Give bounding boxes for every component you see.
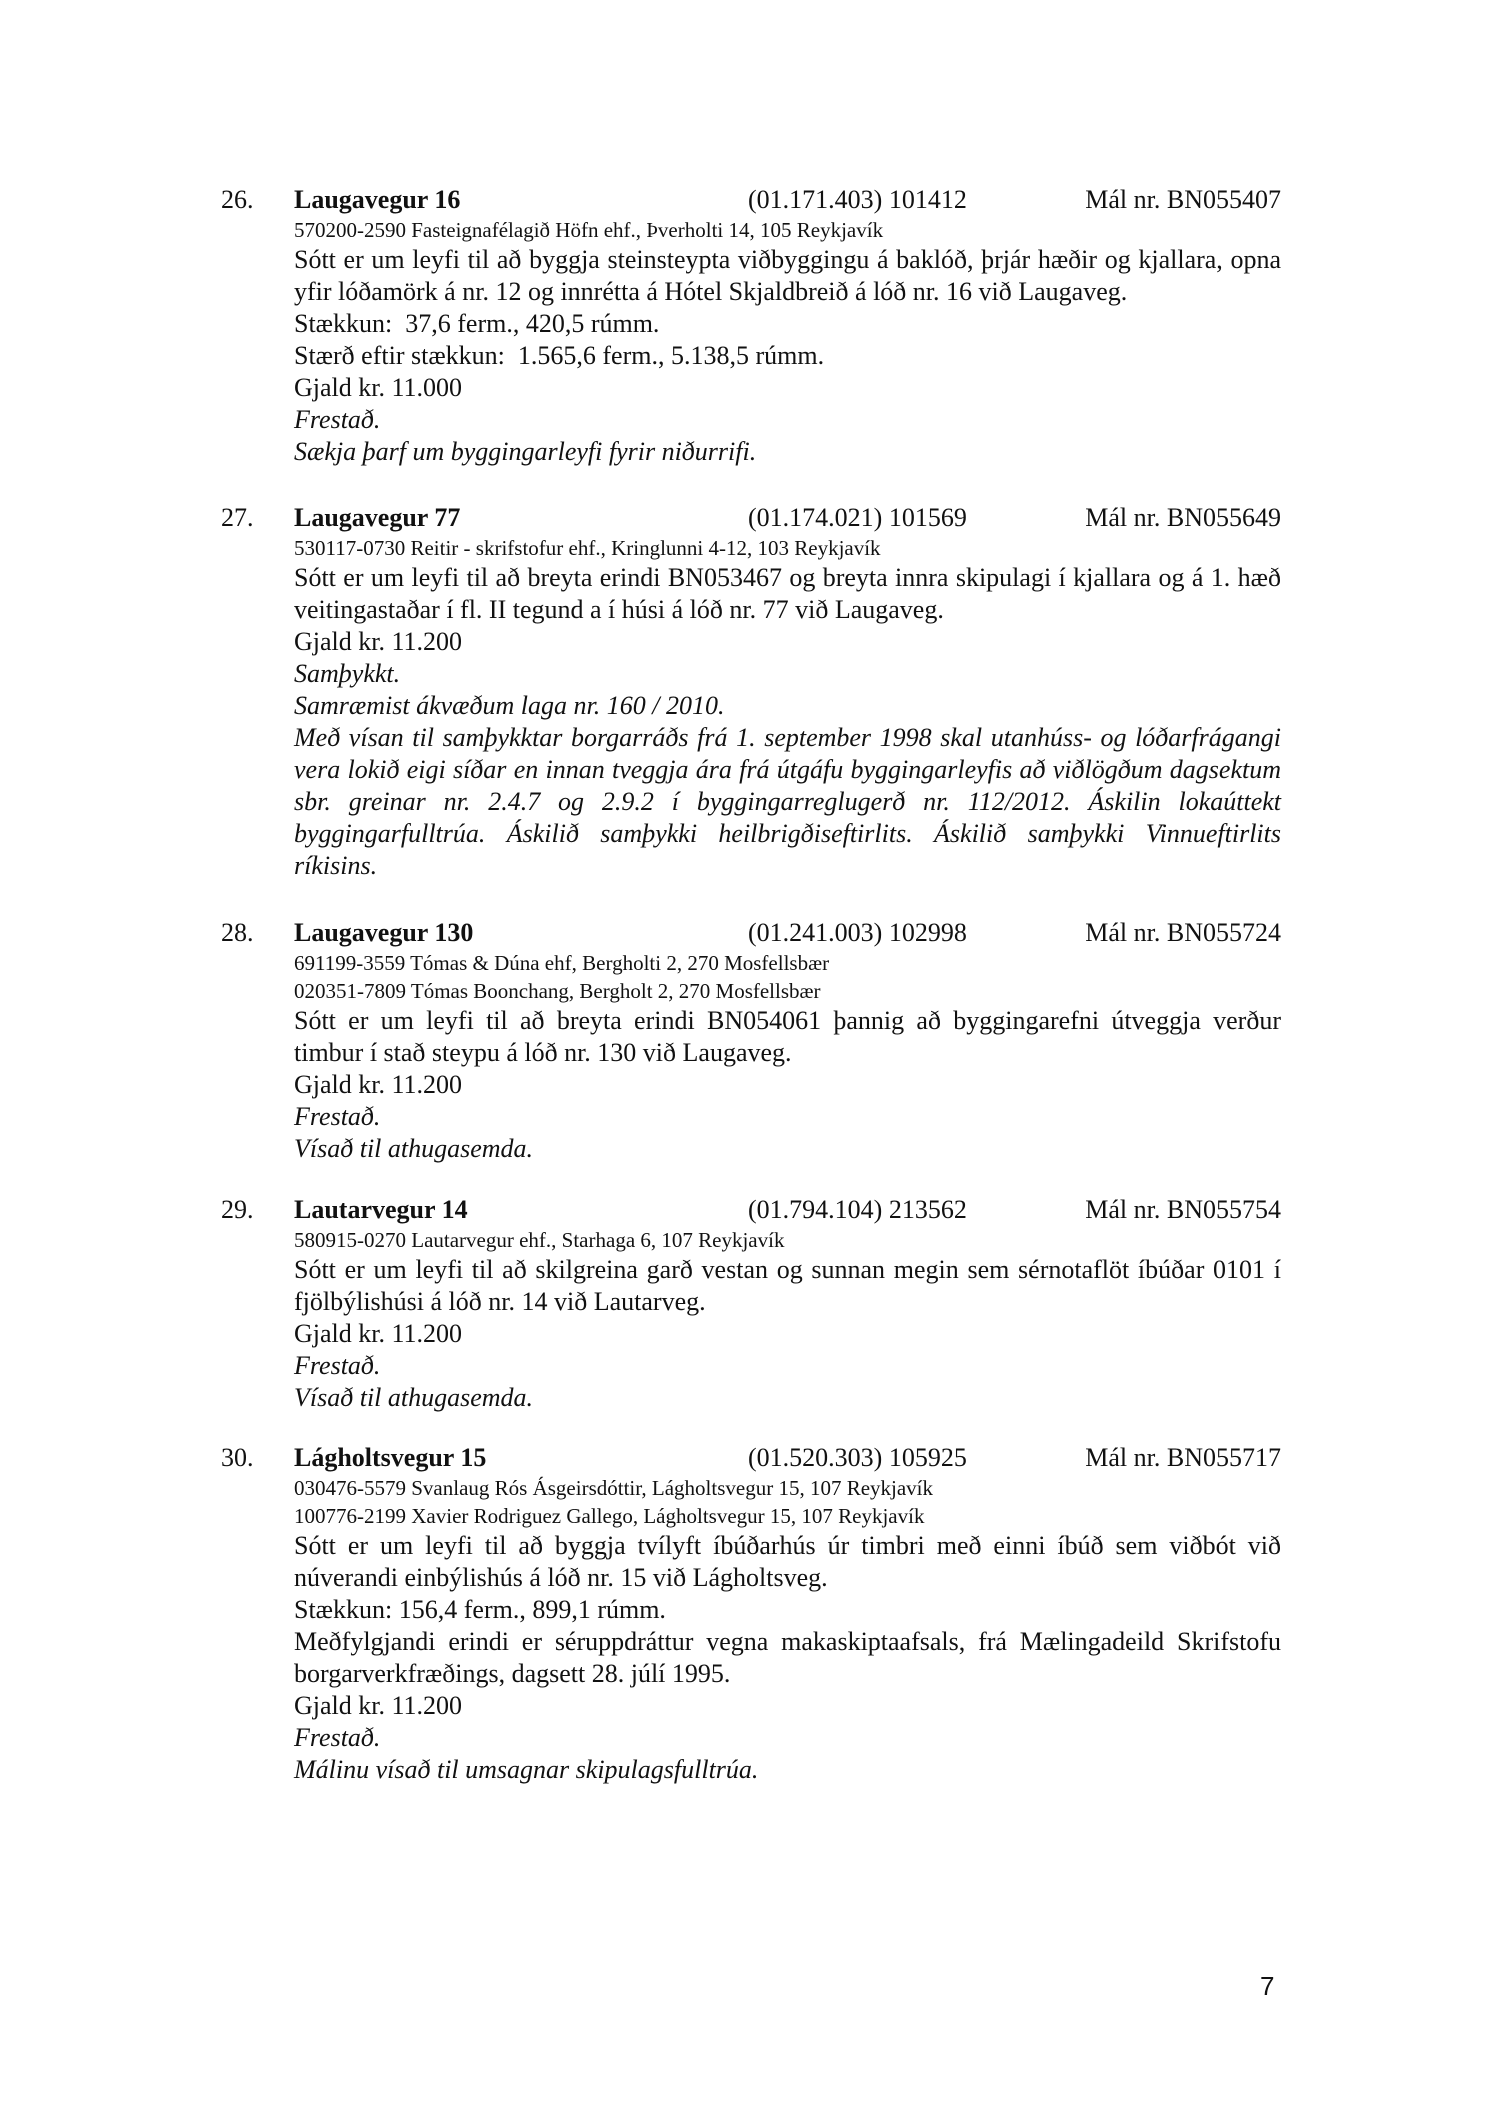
case-id: Mál nr. BN055717 — [1085, 1443, 1281, 1472]
case-item-30 — [221, 1442, 1281, 1786]
case-stat: Stækkun: 37,6 ferm., 420,5 rúmm. — [294, 309, 660, 338]
case-item-26 — [221, 184, 1281, 468]
case-number: 27. — [221, 503, 254, 532]
case-decision: Samþykkt. — [294, 659, 401, 688]
case-address: Lautarvegur 14 — [294, 1195, 468, 1224]
case-note: Sækja þarf um byggingarleyfi fyrir niðurrifi. — [294, 437, 757, 466]
case-heading — [221, 1442, 1281, 1474]
case-heading — [221, 502, 1281, 534]
case-fee: Gjald kr. 11.200 — [294, 1319, 463, 1348]
case-reference: (01.794.104) 213562 — [748, 1195, 967, 1224]
case-decision: Frestað. — [294, 1723, 381, 1752]
case-number: 29. — [221, 1195, 254, 1224]
case-fee: Gjald kr. 11.200 — [294, 1691, 463, 1720]
applicant: 020351-7809 Tómas Boonchang, Bergholt 2, 270 Mosfellsbær — [294, 979, 821, 1003]
case-decision: Frestað. — [294, 1102, 381, 1131]
case-id: Mál nr. BN055649 — [1085, 503, 1281, 532]
case-reference: (01.171.403) 101412 — [748, 185, 967, 214]
applicant: 100776-2199 Xavier Rodriguez Gallego, Lágholtsvegur 15, 107 Reykjavík — [294, 1504, 925, 1528]
case-id: Mál nr. BN055754 — [1085, 1195, 1281, 1224]
applicant: 570200-2590 Fasteignafélagið Höfn ehf., Þverholti 14, 105 Reykjavík — [294, 218, 884, 242]
applicant: 530117-0730 Reitir - skrifstofur ehf., Kringlunni 4-12, 103 Reykjavík — [294, 536, 881, 560]
case-reference: (01.520.303) 105925 — [748, 1443, 967, 1472]
case-number: 30. — [221, 1443, 254, 1472]
case-number: 28. — [221, 918, 254, 947]
case-id: Mál nr. BN055407 — [1085, 185, 1281, 214]
case-heading — [221, 1194, 1281, 1226]
case-decision: Frestað. — [294, 405, 381, 434]
case-reference: (01.174.021) 101569 — [748, 503, 967, 532]
case-address: Lágholtsvegur 15 — [294, 1443, 487, 1472]
case-item-28 — [221, 917, 1281, 1165]
case-stat: Meðfylgjandi erindi er séruppdráttur vegna makaskiptaafsals, frá Mælingadeild Skrifstofu borgarverkfræðings, dagsett 28. júlí 1995. — [294, 1627, 1281, 1688]
case-note: Samræmist ákvæðum laga nr. 160 / 2010. — [294, 691, 725, 720]
case-item-27 — [221, 502, 1281, 882]
page-number: 7 — [1260, 1971, 1275, 2001]
case-note: Vísað til athugasemda. — [294, 1383, 534, 1412]
case-note: Málinu vísað til umsagnar skipulagsfulltrúa. — [294, 1755, 759, 1784]
case-address: Laugavegur 16 — [294, 185, 461, 214]
case-item-29 — [221, 1194, 1281, 1414]
case-stat: Stækkun: 156,4 ferm., 899,1 rúmm. — [294, 1595, 666, 1624]
case-fee: Gjald kr. 11.200 — [294, 627, 463, 656]
case-note: Með vísan til samþykktar borgarráðs frá 1. september 1998 skal utanhúss- og lóðarfrágangi vera lokið eigi síðar en innan tveggja ára frá útgáfu byggingarleyfis að viðlögðum dagsektum sbr. greinar nr. 2.4.7 og 2.9.2 í byggingarreglugerð nr. 112/2012. Áskilin lokaúttekt byggingarfulltrúa. Áskilið samþykki heilbrigðiseftirlits. Áskilið samþykki Vinnueftirlits ríkisins. — [294, 723, 1281, 880]
case-id: Mál nr. BN055724 — [1085, 918, 1281, 947]
case-fee: Gjald kr. 11.000 — [294, 373, 463, 402]
case-address: Laugavegur 130 — [294, 918, 474, 947]
case-description: Sótt er um leyfi til að skilgreina garð vestan og sunnan megin sem sérnotaflöt íbúðar 0101 í fjölbýlishúsi á lóð nr. 14 við Lautarveg. — [294, 1255, 1281, 1316]
case-stat: Stærð eftir stækkun: 1.565,6 ferm., 5.138,5 rúmm. — [294, 341, 825, 370]
case-description: Sótt er um leyfi til að breyta erindi BN053467 og breyta innra skipulagi í kjallara og á 1. hæð veitingastaðar í fl. II tegund a í húsi á lóð nr. 77 við Laugaveg. — [294, 563, 1281, 624]
case-reference: (01.241.003) 102998 — [748, 918, 967, 947]
case-number: 26. — [221, 185, 254, 214]
case-note: Vísað til athugasemda. — [294, 1134, 534, 1163]
case-fee: Gjald kr. 11.200 — [294, 1070, 463, 1099]
case-description: Sótt er um leyfi til að breyta erindi BN054061 þannig að byggingarefni útveggja verður timbur í stað steypu á lóð nr. 130 við Laugaveg. — [294, 1006, 1281, 1067]
case-decision: Frestað. — [294, 1351, 381, 1380]
applicant: 691199-3559 Tómas & Dúna ehf, Bergholti 2, 270 Mosfellsbær — [294, 951, 830, 975]
applicant: 030476-5579 Svanlaug Rós Ásgeirsdóttir, Lágholtsvegur 15, 107 Reykjavík — [294, 1476, 934, 1500]
case-description: Sótt er um leyfi til að byggja tvílyft íbúðarhús úr timbri með einni íbúð sem viðbót við núverandi einbýlishús á lóð nr. 15 við Lágholtsveg. — [294, 1531, 1281, 1592]
case-description: Sótt er um leyfi til að byggja steinsteypta viðbyggingu á baklóð, þrjár hæðir og kjallara, opna yfir lóðamörk á nr. 12 og innrétta á Hótel Skjaldbreið á lóð nr. 16 við Laugaveg. — [294, 245, 1281, 306]
case-heading — [221, 184, 1281, 216]
applicant: 580915-0270 Lautarvegur ehf., Starhaga 6, 107 Reykjavík — [294, 1228, 785, 1252]
case-address: Laugavegur 77 — [294, 503, 461, 532]
case-heading — [221, 917, 1281, 949]
